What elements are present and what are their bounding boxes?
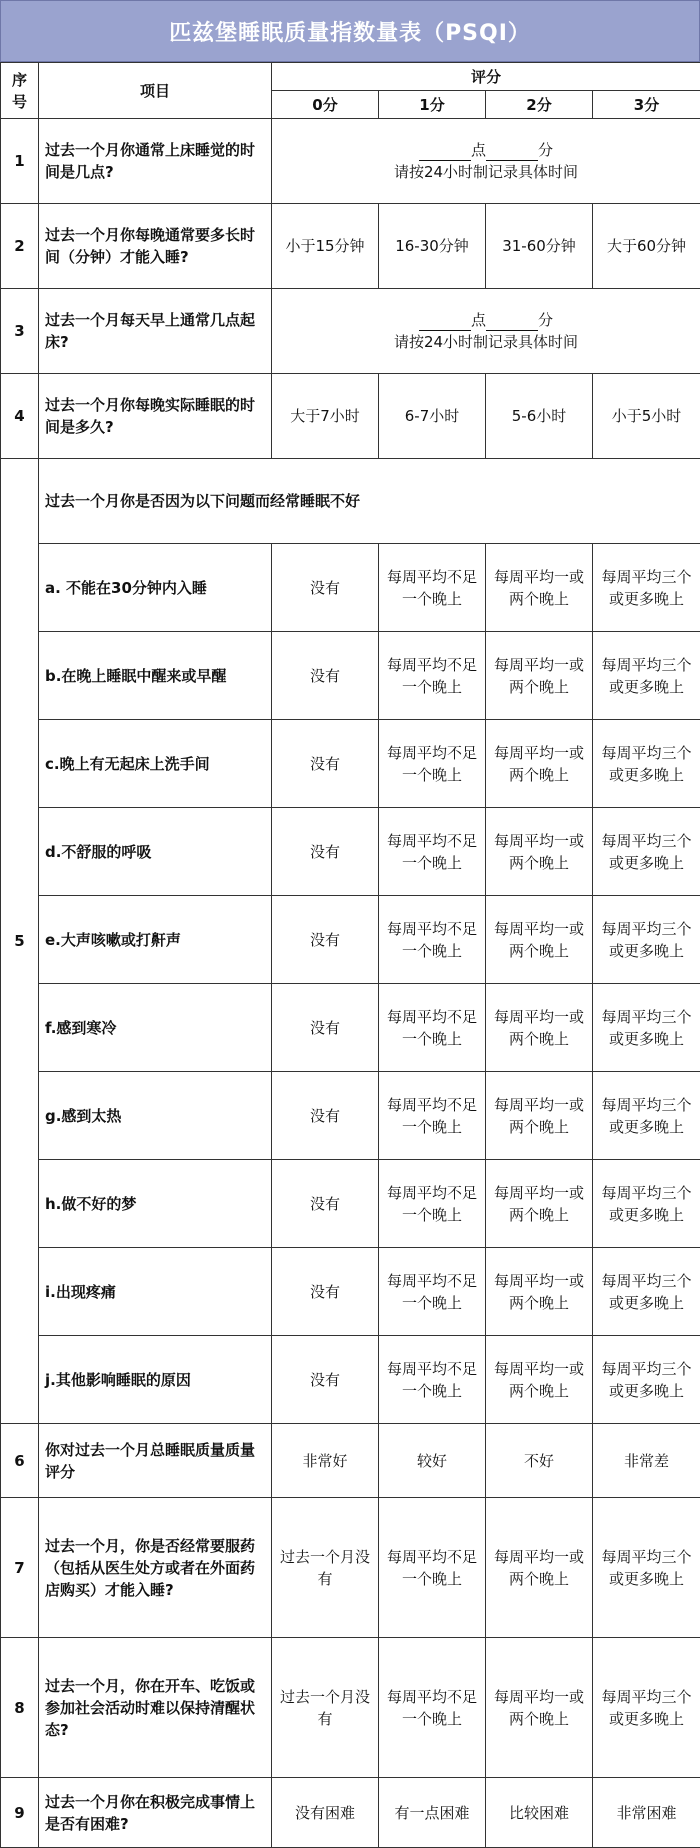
option-2[interactable]: 5-6小时 [486, 374, 593, 459]
option-2[interactable]: 每周平均一或两个晚上 [486, 808, 593, 896]
hour-blank[interactable] [419, 314, 471, 331]
question-text: 过去一个月你每晚通常要多长时间（分钟）才能入睡? [39, 204, 272, 289]
option-0[interactable]: 没有 [272, 632, 379, 720]
time-note: 请按24小时制记录具体时间 [278, 331, 694, 353]
header-item: 项目 [39, 63, 272, 119]
option-2[interactable]: 每周平均一或两个晚上 [486, 984, 593, 1072]
question-number: 2 [1, 204, 39, 289]
option-0[interactable]: 没有困难 [272, 1778, 379, 1848]
question-text: 过去一个月，你在开车、吃饭或参加社会活动时难以保持清醒状态? [39, 1638, 272, 1778]
option-0[interactable]: 没有 [272, 544, 379, 632]
sub-question-text: e.大声咳嗽或打鼾声 [39, 896, 272, 984]
sub-question-text: a. 不能在30分钟内入睡 [39, 544, 272, 632]
option-3[interactable]: 非常差 [593, 1424, 700, 1498]
option-1[interactable]: 每周平均不足一个晚上 [379, 984, 486, 1072]
sub-question-text: d.不舒服的呼吸 [39, 808, 272, 896]
option-1[interactable]: 16-30分钟 [379, 204, 486, 289]
sub-question-row [1, 984, 700, 1072]
question-number: 1 [1, 119, 39, 204]
option-1[interactable]: 每周平均不足一个晚上 [379, 1498, 486, 1638]
question-number: 7 [1, 1498, 39, 1638]
question-number: 3 [1, 289, 39, 374]
option-1[interactable]: 每周平均不足一个晚上 [379, 544, 486, 632]
question-row-3 [1, 289, 700, 374]
option-3[interactable]: 每周平均三个或更多晚上 [593, 984, 700, 1072]
time-note: 请按24小时制记录具体时间 [278, 161, 694, 183]
header-score-3: 3分 [593, 91, 700, 119]
option-3[interactable]: 小于5小时 [593, 374, 700, 459]
question-row-7 [1, 1498, 700, 1638]
option-3[interactable]: 大于60分钟 [593, 204, 700, 289]
option-2[interactable]: 不好 [486, 1424, 593, 1498]
question-row-2 [1, 204, 700, 289]
minute-blank[interactable] [486, 144, 538, 161]
option-1[interactable]: 每周平均不足一个晚上 [379, 1638, 486, 1778]
question-row-4 [1, 374, 700, 459]
sub-question-text: j.其他影响睡眠的原因 [39, 1336, 272, 1424]
option-0[interactable]: 大于7小时 [272, 374, 379, 459]
option-3[interactable]: 每周平均三个或更多晚上 [593, 1072, 700, 1160]
option-2[interactable]: 每周平均一或两个晚上 [486, 544, 593, 632]
option-2[interactable]: 每周平均一或两个晚上 [486, 1498, 593, 1638]
header-score: 评分 [272, 63, 700, 91]
option-0[interactable]: 没有 [272, 720, 379, 808]
option-3[interactable]: 每周平均三个或更多晚上 [593, 808, 700, 896]
option-1[interactable]: 每周平均不足一个晚上 [379, 1248, 486, 1336]
option-3[interactable]: 每周平均三个或更多晚上 [593, 1160, 700, 1248]
option-3[interactable]: 每周平均三个或更多晚上 [593, 544, 700, 632]
option-3[interactable]: 每周平均三个或更多晚上 [593, 1638, 700, 1778]
header-score-2: 2分 [486, 91, 593, 119]
question-row-5 [1, 459, 700, 544]
sub-question-row [1, 632, 700, 720]
question-row-1 [1, 119, 700, 204]
option-1[interactable]: 每周平均不足一个晚上 [379, 1072, 486, 1160]
hour-unit: 点 [471, 141, 486, 159]
option-1[interactable]: 每周平均不足一个晚上 [379, 1336, 486, 1424]
option-2[interactable]: 每周平均一或两个晚上 [486, 1072, 593, 1160]
sub-question-text: g.感到太热 [39, 1072, 272, 1160]
option-2[interactable]: 每周平均一或两个晚上 [486, 1638, 593, 1778]
option-3[interactable]: 每周平均三个或更多晚上 [593, 896, 700, 984]
question-number: 9 [1, 1778, 39, 1848]
option-1[interactable]: 每周平均不足一个晚上 [379, 720, 486, 808]
question-row-9 [1, 1778, 700, 1848]
question-text: 过去一个月你每晚实际睡眠的时间是多久? [39, 374, 272, 459]
option-2[interactable]: 每周平均一或两个晚上 [486, 720, 593, 808]
time-fill-cell [272, 289, 700, 374]
option-2[interactable]: 每周平均一或两个晚上 [486, 896, 593, 984]
sub-question-row [1, 1248, 700, 1336]
option-0[interactable]: 非常好 [272, 1424, 379, 1498]
header-score-1: 1分 [379, 91, 486, 119]
question-row-8 [1, 1638, 700, 1778]
header-seq: 序号 [1, 63, 39, 119]
sub-question-text: f.感到寒冷 [39, 984, 272, 1072]
sub-question-text: i.出现疼痛 [39, 1248, 272, 1336]
question-text: 过去一个月你在积极完成事情上是否有困难? [39, 1778, 272, 1848]
question-text: 你对过去一个月总睡眠质量质量评分 [39, 1424, 272, 1498]
option-3[interactable]: 每周平均三个或更多晚上 [593, 1248, 700, 1336]
hour-unit: 点 [471, 311, 486, 329]
question-text: 过去一个月每天早上通常几点起床? [39, 289, 272, 374]
question-number: 8 [1, 1638, 39, 1778]
sub-question-text: b.在晚上睡眠中醒来或早醒 [39, 632, 272, 720]
time-fill-cell [272, 119, 700, 204]
option-3[interactable]: 每周平均三个或更多晚上 [593, 1336, 700, 1424]
header-score-0: 0分 [272, 91, 379, 119]
option-1[interactable]: 每周平均不足一个晚上 [379, 632, 486, 720]
option-3[interactable]: 每周平均三个或更多晚上 [593, 720, 700, 808]
option-0[interactable]: 过去一个月没有 [272, 1498, 379, 1638]
option-0[interactable]: 没有 [272, 896, 379, 984]
option-2[interactable]: 比较困难 [486, 1778, 593, 1848]
option-3[interactable]: 每周平均三个或更多晚上 [593, 1498, 700, 1638]
question-number: 5 [1, 459, 39, 1424]
minute-unit: 分 [538, 141, 553, 159]
question-number: 6 [1, 1424, 39, 1498]
option-1[interactable]: 每周平均不足一个晚上 [379, 1160, 486, 1248]
option-0[interactable]: 没有 [272, 984, 379, 1072]
sub-question-row [1, 720, 700, 808]
option-0[interactable]: 没有 [272, 1072, 379, 1160]
option-1[interactable]: 每周平均不足一个晚上 [379, 896, 486, 984]
sub-question-row [1, 544, 700, 632]
option-3[interactable]: 非常困难 [593, 1778, 700, 1848]
option-0[interactable]: 没有 [272, 1336, 379, 1424]
minute-blank[interactable] [486, 314, 538, 331]
sub-question-row [1, 896, 700, 984]
option-1[interactable]: 6-7小时 [379, 374, 486, 459]
option-1[interactable]: 有一点困难 [379, 1778, 486, 1848]
question-text: 过去一个月你是否因为以下问题而经常睡眠不好 [39, 459, 700, 544]
option-2[interactable]: 每周平均一或两个晚上 [486, 1160, 593, 1248]
psqi-table [0, 62, 700, 1848]
sub-question-row [1, 1072, 700, 1160]
option-2[interactable]: 每周平均一或两个晚上 [486, 1336, 593, 1424]
sub-question-text: c.晚上有无起床上洗手间 [39, 720, 272, 808]
sub-question-row [1, 1336, 700, 1424]
option-2[interactable]: 每周平均一或两个晚上 [486, 1248, 593, 1336]
question-text: 过去一个月你通常上床睡觉的时间是几点? [39, 119, 272, 204]
option-0[interactable]: 过去一个月没有 [272, 1638, 379, 1778]
question-text: 过去一个月，你是否经常要服药（包括从医生处方或者在外面药店购买）才能入睡? [39, 1498, 272, 1638]
question-row-6 [1, 1424, 700, 1498]
minute-unit: 分 [538, 311, 553, 329]
sub-question-row [1, 1160, 700, 1248]
option-1[interactable]: 每周平均不足一个晚上 [379, 808, 486, 896]
option-0[interactable]: 没有 [272, 808, 379, 896]
hour-blank[interactable] [419, 144, 471, 161]
header-row [1, 63, 700, 91]
page-title: 匹兹堡睡眠质量指数量表（PSQI） [0, 0, 700, 62]
question-number: 4 [1, 374, 39, 459]
sub-question-row [1, 808, 700, 896]
sub-question-text: h.做不好的梦 [39, 1160, 272, 1248]
option-3[interactable]: 每周平均三个或更多晚上 [593, 632, 700, 720]
option-2[interactable]: 每周平均一或两个晚上 [486, 632, 593, 720]
option-2[interactable]: 31-60分钟 [486, 204, 593, 289]
option-0[interactable]: 没有 [272, 1160, 379, 1248]
option-0[interactable]: 没有 [272, 1248, 379, 1336]
option-0[interactable]: 小于15分钟 [272, 204, 379, 289]
option-1[interactable]: 较好 [379, 1424, 486, 1498]
